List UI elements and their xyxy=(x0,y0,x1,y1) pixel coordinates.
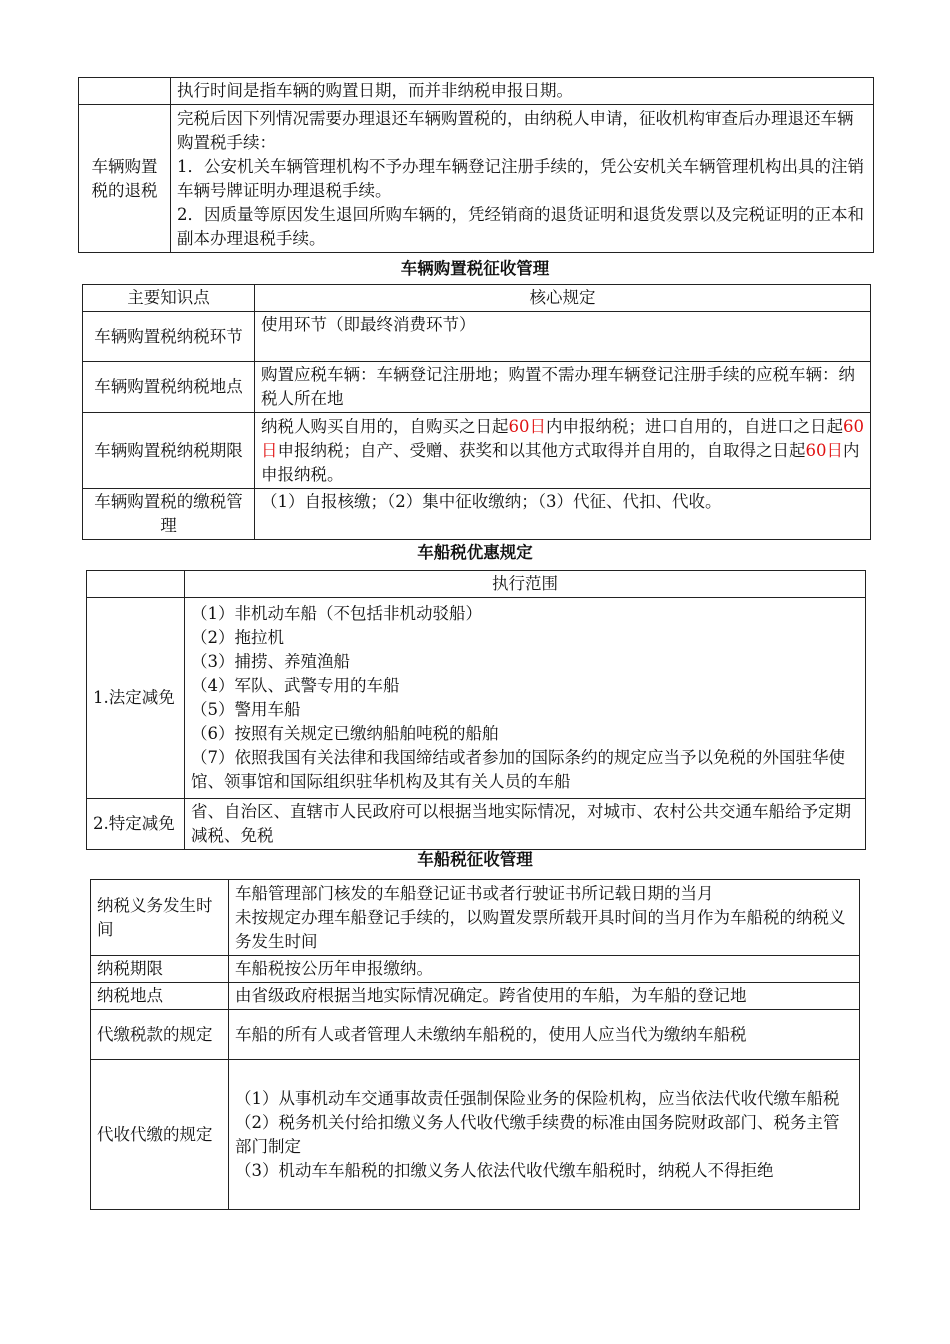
row-label: 1.法定减免 xyxy=(87,598,185,799)
list-item: （2）拖拉机 xyxy=(191,628,284,647)
section-title: 车辆购置税征收管理 xyxy=(400,259,550,278)
table-row xyxy=(83,413,871,489)
table-row xyxy=(83,312,871,362)
row-label: 代收代缴的规定 xyxy=(91,1060,229,1210)
refund-line: 2．因质量等原因发生退回所购车辆的，凭经销商的退货证明和退货发票以及完税证明的正本和副本办理退税手续。 xyxy=(177,204,864,248)
list-item: （1）非机动车船（不包括非机动驳船） xyxy=(191,604,482,623)
execution-time-text: 执行时间是指车辆的购置日期，而并非纳税申报日期。 xyxy=(171,78,874,105)
vessel-relief-table xyxy=(86,570,866,850)
text-part: 内申报纳税。 xyxy=(261,440,860,484)
row-text: 省、自治区、直辖市人民政府可以根据当地实际情况，对城市、农村公共交通车船给予定期减税、免税 xyxy=(185,799,866,850)
table-row xyxy=(83,362,871,413)
table-row xyxy=(91,880,860,956)
vessel-admin-table xyxy=(90,879,860,1210)
text-part: 纳税人购买自用的，自购买之日起 xyxy=(261,416,509,436)
text-line: 车船管理部门核发的车船登记证书或者行驶证书所记载日期的当月 xyxy=(235,883,714,903)
table-row xyxy=(87,799,866,850)
purchase-admin-table xyxy=(82,284,871,540)
row-label: 纳税地点 xyxy=(91,983,229,1010)
text-part: 申报纳税；自产、受赠、获奖和以其他方式取得并自用的，自取得之日起 xyxy=(277,440,806,460)
table-row xyxy=(91,983,860,1010)
highlight-days: 60日 xyxy=(805,440,843,460)
row-label: 车辆购置税纳税地点 xyxy=(83,362,255,413)
text-line: （3）机动车车船税的扣缴义务人依法代收代缴车船税时，纳税人不得拒绝 xyxy=(235,1160,774,1180)
table-row xyxy=(91,1010,860,1060)
row-label: 车辆购置税的缴税管理 xyxy=(83,489,255,540)
table-row xyxy=(91,956,860,983)
refund-label: 车辆购置税的退税 xyxy=(79,105,171,253)
table-row xyxy=(79,78,874,105)
relief-list xyxy=(185,598,866,799)
list-item: （6）按照有关规定已缴纳船舶吨税的船舶 xyxy=(191,724,499,743)
row-label: 纳税期限 xyxy=(91,956,229,983)
table-row xyxy=(91,1060,860,1210)
highlight-days: 60日 xyxy=(508,416,546,436)
row-label: 车辆购置税纳税环节 xyxy=(83,312,255,362)
text-line: （1）从事机动车交通事故责任强制保险业务的保险机构，应当依法代收代缴车船税 xyxy=(235,1088,840,1108)
table-row xyxy=(83,489,871,540)
table-row xyxy=(79,105,874,253)
row-text: （1）自报核缴；（2）集中征收缴纳；（3）代征、代扣、代收。 xyxy=(255,489,871,540)
table-cell xyxy=(79,78,171,105)
highlight-days: 60日 xyxy=(261,416,864,460)
row-label: 车辆购置税纳税期限 xyxy=(83,413,255,489)
row-text: 购置应税车辆：车辆登记注册地；购置不需办理车辆登记注册手续的应税车辆：纳税人所在地 xyxy=(255,362,871,413)
row-label: 代缴税款的规定 xyxy=(91,1010,229,1060)
row-text xyxy=(229,1060,860,1210)
row-text: 车船的所有人或者管理人未缴纳车船税的，使用人应当代为缴纳车船税 xyxy=(229,1010,860,1060)
row-text xyxy=(229,880,860,956)
refund-line: 1．公安机关车辆管理机构不予办理车辆登记注册手续的，凭公安机关车辆管理机构出具的注销车辆号牌证明办理退税手续。 xyxy=(177,156,864,200)
text-line: （2）税务机关付给扣缴义务人代收代缴手续费的标准由国务院财政部门、税务主管部门制定 xyxy=(235,1112,840,1156)
row-label: 2.特定减免 xyxy=(87,799,185,850)
row-text: 由省级政府根据当地实际情况确定。跨省使用的车船，为车船的登记地 xyxy=(229,983,860,1010)
refund-content xyxy=(171,105,874,253)
column-header: 执行范围 xyxy=(185,571,866,598)
table-header-row xyxy=(83,285,871,312)
column-header: 主要知识点 xyxy=(83,285,255,312)
section-title: 车船税征收管理 xyxy=(417,850,533,869)
text-line: 未按规定办理车船登记手续的，以购置发票所载开具时间的当月作为车船税的纳税义务发生时间 xyxy=(235,907,846,951)
list-item: （7）依照我国有关法律和我国缔结或者参加的国际条约的规定应当予以免税的外国驻华使馆、领事馆和国际组织驻华机构及其有关人员的车船 xyxy=(191,748,845,791)
list-item: （4）军队、武警专用的车船 xyxy=(191,676,400,695)
row-text: 车船税按公历年申报缴纳。 xyxy=(229,956,860,983)
list-item: （3）捕捞、养殖渔船 xyxy=(191,652,350,671)
list-item: （5）警用车船 xyxy=(191,700,301,719)
row-text xyxy=(255,413,871,489)
table-row xyxy=(87,598,866,799)
row-text: 使用环节（即最终消费环节） xyxy=(255,312,871,362)
refund-table xyxy=(78,77,874,253)
table-header-row xyxy=(87,571,866,598)
refund-line: 完税后因下列情况需要办理退还车辆购置税的，由纳税人申请，征收机构审查后办理退还车辆购置税手续： xyxy=(177,108,854,152)
table-cell xyxy=(87,571,185,598)
section-title: 车船税优惠规定 xyxy=(417,543,533,562)
row-label: 纳税义务发生时间 xyxy=(91,880,229,956)
column-header: 核心规定 xyxy=(255,285,871,312)
text-part: 内申报纳税；进口自用的，自进口之日起 xyxy=(546,416,843,436)
